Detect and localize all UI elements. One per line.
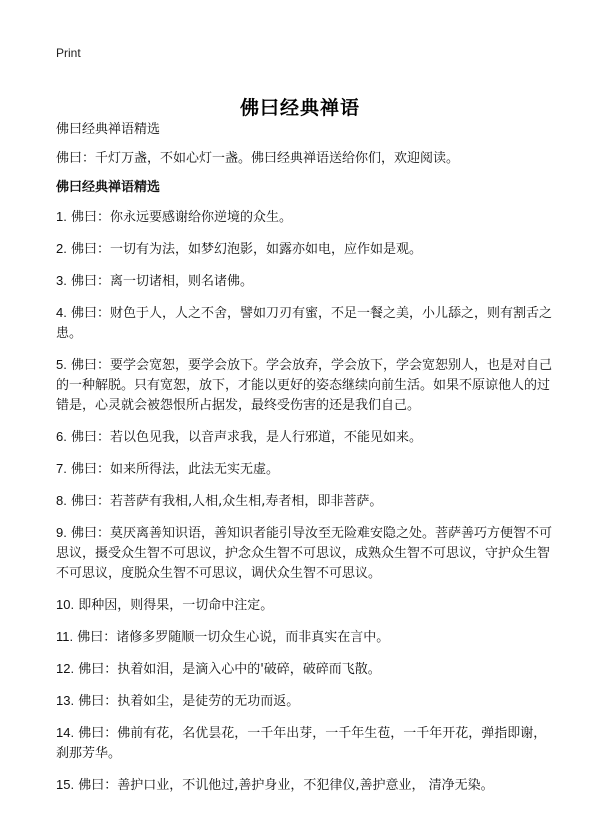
- list-item: [56, 659, 556, 680]
- quote-text: 佛曰：如来所得法，此法无实无虚。: [70, 462, 279, 477]
- article-subtitle: 佛曰经典禅语精选: [56, 122, 161, 137]
- list-item: [56, 459, 556, 480]
- quote-number: 11.: [56, 629, 74, 644]
- list-item: [56, 303, 556, 344]
- page-title: 佛曰经典禅语: [239, 96, 360, 119]
- list-item: [56, 691, 556, 712]
- quote-number: 2.: [56, 241, 67, 256]
- quote-number: 15.: [56, 777, 75, 792]
- article-body: [56, 120, 556, 807]
- quote-number: 13.: [56, 693, 75, 708]
- quote-text: 即种因，则得果，一切命中注定。: [78, 598, 274, 613]
- quote-text: 佛曰：善护口业，不讥他过,善护身业，不犯律仪,善护意业， 清净无染。: [78, 778, 494, 793]
- quote-text: 佛曰：诸修多罗随顺一切众生心说，而非真实在言中。: [77, 630, 390, 645]
- quote-text: 佛曰：执着如泪，是滴入心中的'破碎，破碎而飞散。: [78, 662, 381, 677]
- quote-number: 1.: [56, 209, 67, 224]
- list-item: [56, 723, 556, 764]
- quote-text: 佛曰：若以色见我，以音声求我，是人行邪道，不能见如来。: [70, 430, 422, 445]
- quote-text: 佛曰：若菩萨有我相,人相,众生相,寿者相，即非菩萨。: [70, 494, 383, 509]
- list-item: [56, 523, 556, 584]
- list-item: [56, 491, 556, 512]
- quote-number: 14.: [56, 725, 75, 740]
- list-item: [56, 627, 556, 648]
- article-intro: 佛曰：千灯万盏，不如心灯一盏。佛曰经典禅语送给你们，欢迎阅读。: [56, 151, 460, 166]
- section-heading: 佛曰经典禅语精选: [56, 180, 161, 195]
- list-item: [56, 271, 556, 292]
- quote-number: 3.: [56, 273, 67, 288]
- list-item: [56, 239, 556, 260]
- quote-number: 7.: [56, 461, 67, 476]
- quote-text: 佛曰：要学会宽恕，要学会放下。学会放弃，学会放下，学会宽恕别人，也是对自己的一种解脱。只有宽恕，放下，才能以更好的姿态继续向前生活。如果不原谅他人的过错是，心灵就会被怨恨所占据发，最终受伤害的还是我们自己。: [56, 358, 552, 413]
- quote-list: [56, 207, 556, 796]
- quote-number: 12.: [56, 661, 75, 676]
- quote-text: 佛曰：一切有为法，如梦幻泡影，如露亦如电，应作如是观。: [70, 242, 422, 257]
- quote-text: 佛曰：你永远要感谢给你逆境的众生。: [70, 210, 292, 225]
- quote-number: 10.: [56, 597, 75, 612]
- quote-number: 4.: [56, 305, 67, 320]
- list-item: [56, 355, 556, 416]
- list-item: [56, 595, 556, 616]
- quote-text: 佛曰：莫厌离善知识语，善知识者能引导汝至无险难安隐之处。菩萨善巧方便智不可思议，摄受众生智不可思议，护念众生智不可思议，成熟众生智不可思议，守护众生智不可思议，度脱众生智不可思议，调伏众生智不可思议。: [56, 526, 552, 581]
- quote-number: 9.: [56, 525, 67, 540]
- print-link[interactable]: Print: [56, 46, 81, 60]
- quote-number: 5.: [56, 357, 67, 372]
- list-item: [56, 207, 556, 228]
- quote-text: 佛曰：执着如尘，是徒劳的无功而返。: [78, 694, 300, 709]
- quote-text: 佛曰：佛前有花，名优昙花，一千年出芽，一千年生苞，一千年开花，弹指即谢，刹那芳华。: [56, 726, 547, 761]
- quote-text: 佛曰：离一切诸相，则名诸佛。: [70, 274, 253, 289]
- list-item: [56, 427, 556, 448]
- quote-text: 佛曰：财色于人，人之不舍，譬如刀刃有蜜，不足一餐之美，小儿舔之，则有割舌之患。: [56, 306, 552, 341]
- quote-number: 8.: [56, 493, 67, 508]
- list-item: [56, 775, 556, 796]
- quote-number: 6.: [56, 429, 67, 444]
